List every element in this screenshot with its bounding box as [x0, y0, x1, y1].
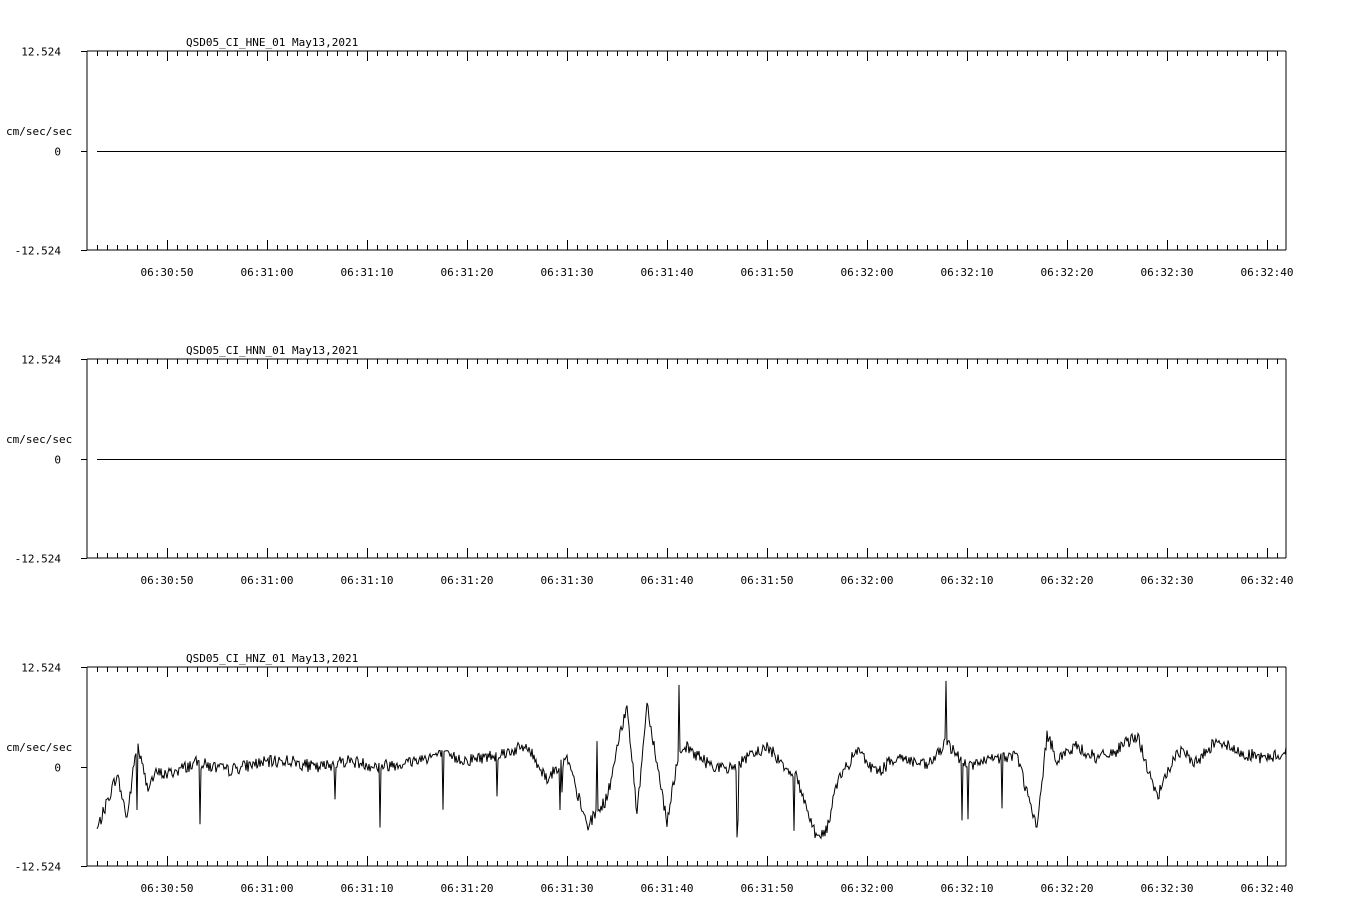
- x-tick-label: 06:32:20: [1040, 574, 1094, 587]
- x-tick-label: 06:30:50: [140, 266, 194, 279]
- x-tick-label: 06:31:10: [340, 266, 394, 279]
- y-tick-label: 0: [54, 453, 61, 467]
- x-tick-label: 06:31:40: [640, 574, 694, 587]
- y-tick-label: 12.524: [21, 353, 61, 367]
- x-tick-label: 06:31:00: [240, 882, 294, 895]
- x-tick-label: 06:31:40: [640, 266, 694, 279]
- x-tick-label: 06:31:50: [740, 266, 794, 279]
- x-tick-label: 06:32:00: [840, 574, 894, 587]
- x-tick-label: 06:32:30: [1140, 266, 1194, 279]
- y-tick-label: 12.524: [21, 661, 61, 675]
- series-line: [97, 681, 1286, 838]
- x-tick-label: 06:31:30: [540, 574, 594, 587]
- x-tick-label: 06:31:20: [440, 882, 494, 895]
- chart-panel-1: [6, 36, 1293, 279]
- x-tick-label: 06:32:10: [940, 882, 994, 895]
- x-tick-label: 06:32:10: [940, 266, 994, 279]
- x-tick-label: 06:32:20: [1040, 882, 1094, 895]
- x-tick-label: 06:31:40: [640, 882, 694, 895]
- x-tick-label: 06:31:50: [740, 574, 794, 587]
- x-tick-label: 06:30:50: [140, 574, 194, 587]
- x-tick-label: 06:32:40: [1240, 882, 1294, 895]
- x-tick-label: 06:32:10: [940, 574, 994, 587]
- x-tick-label: 06:31:10: [340, 882, 394, 895]
- y-tick-label: -12.524: [14, 860, 61, 874]
- y-tick-label: 0: [54, 761, 61, 775]
- y-tick-label: 12.524: [21, 45, 61, 59]
- x-tick-label: 06:31:00: [240, 266, 294, 279]
- x-tick-label: 06:30:50: [140, 882, 194, 895]
- x-tick-label: 06:31:10: [340, 574, 394, 587]
- y-axis-label: cm/sec/sec: [6, 741, 73, 754]
- x-tick-label: 06:31:20: [440, 574, 494, 587]
- x-tick-label: 06:32:40: [1240, 574, 1294, 587]
- x-tick-label: 06:32:40: [1240, 266, 1294, 279]
- panel-title: QSD05_CI_HNE_01 May13,2021: [186, 36, 359, 49]
- x-tick-label: 06:32:30: [1140, 574, 1194, 587]
- x-tick-label: 06:31:00: [240, 574, 294, 587]
- x-tick-label: 06:31:30: [540, 266, 594, 279]
- x-tick-label: 06:32:20: [1040, 266, 1094, 279]
- x-tick-label: 06:31:30: [540, 882, 594, 895]
- y-tick-label: -12.524: [14, 244, 61, 258]
- x-tick-label: 06:31:50: [740, 882, 794, 895]
- x-tick-label: 06:32:00: [840, 882, 894, 895]
- panel-title: QSD05_CI_HNZ_01 May13,2021: [186, 652, 359, 665]
- x-tick-label: 06:32:30: [1140, 882, 1194, 895]
- y-axis-label: cm/sec/sec: [6, 125, 73, 138]
- y-tick-label: 0: [54, 145, 61, 159]
- panel-title: QSD05_CI_HNN_01 May13,2021: [186, 344, 359, 357]
- x-tick-label: 06:32:00: [840, 266, 894, 279]
- chart-panel-3: [6, 652, 1293, 895]
- x-tick-label: 06:31:20: [440, 266, 494, 279]
- y-tick-label: -12.524: [14, 552, 61, 566]
- y-axis-label: cm/sec/sec: [6, 433, 73, 446]
- chart-panel-2: [6, 344, 1293, 587]
